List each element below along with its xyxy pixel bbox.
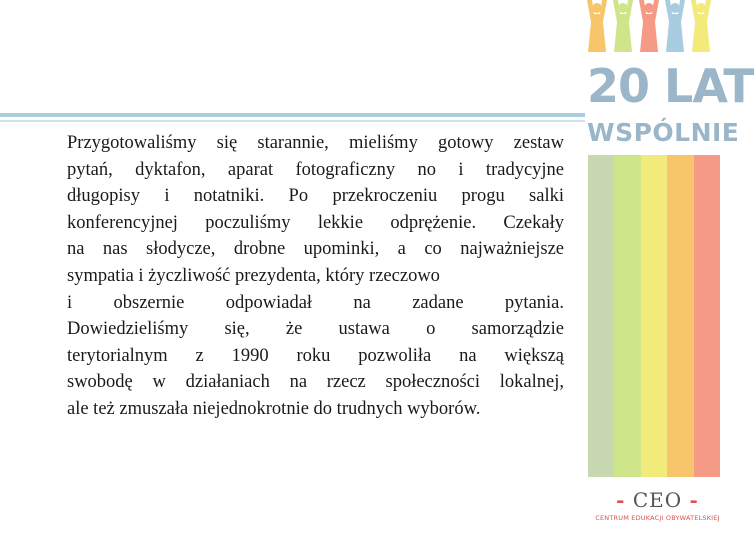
color-stripe	[694, 155, 720, 477]
ceo-dash-right: -	[689, 488, 699, 512]
text-line: Dowiedzieliśmy się, że ustawa o samorządzie	[67, 319, 564, 340]
ceo-logo	[595, 488, 720, 528]
text-line: Przygotowaliśmy się starannie, mieliśmy gotowy zestaw	[67, 133, 564, 153]
anniversary-subtitle: WSPÓLNIE	[587, 118, 740, 147]
person-head	[644, 3, 654, 13]
color-stripe	[667, 155, 693, 477]
people-figures-logo	[585, 0, 720, 55]
color-stripe	[641, 155, 667, 477]
ceo-full-name: CENTRUM EDUKACJI OBYWATELSKIEJ	[595, 514, 720, 522]
color-stripe	[614, 155, 640, 477]
body-paragraph	[67, 130, 564, 423]
person-head	[670, 3, 680, 13]
person-head	[592, 3, 602, 13]
text-line: terytorialnym z 1990 roku pozwoliła na większą	[67, 345, 564, 366]
color-stripes	[588, 155, 720, 477]
text-line: długopisy i notatniki. Po przekroczeniu progu salki	[67, 186, 564, 207]
color-stripe	[588, 155, 614, 477]
text-line: na nas słodycze, drobne upominki, a co najważniejsze	[67, 239, 564, 260]
text-line: i obszernie odpowiadał na zadane pytania.	[67, 292, 564, 313]
ceo-logo-text: CEO	[632, 488, 683, 512]
text-line: ale też zmuszała niejednokrotnie do trudnych wyborów.	[67, 398, 481, 419]
text-line: swobodę w działaniach na rzecz społeczności lokalnej,	[67, 372, 564, 393]
text-line: konferencyjnej poczuliśmy lekkie odprężenie. Czekały	[67, 212, 564, 233]
brand-panel	[585, 0, 754, 540]
ceo-dash-left: -	[616, 488, 626, 512]
text-line: sympatia i życzliwość prezydenta, który rzeczowo	[67, 265, 440, 286]
header-rule-thin	[0, 120, 585, 122]
person-head	[618, 3, 628, 13]
person-head	[696, 3, 706, 13]
header-rule	[0, 113, 585, 117]
anniversary-title: 20 LAT	[587, 59, 754, 113]
text-line: pytań, dyktafon, aparat fotograficzny no i tradycyjne	[67, 159, 564, 180]
